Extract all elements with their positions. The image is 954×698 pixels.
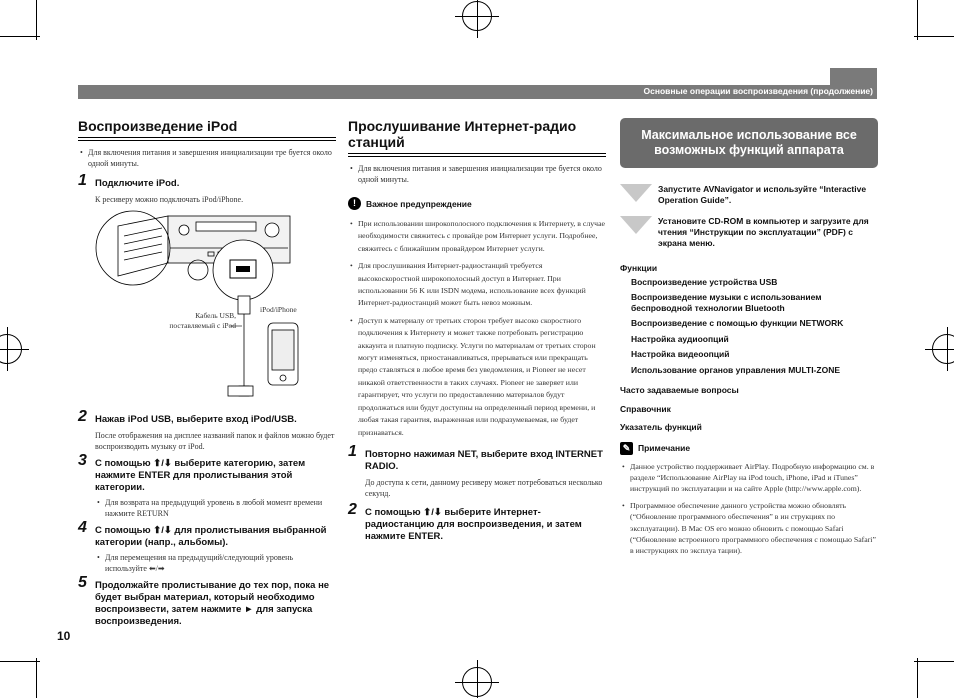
ipod-connection-illustration bbox=[78, 208, 336, 408]
internet-radio-intro: • Для включения питания и завершения инициализации тре буется около одной минуты. bbox=[348, 163, 606, 185]
warning-item: • Доступ к материалу от третьих сторон требует высоко скоростного подключения к Интернету и может также потребовать регистрацию аккаунта и платную подписку. Услуги по материалам от третьих сторон могут изменяться, приостанавливаться, прерываться или прекращать предо ставляться в любое время без уведомления, и Pioneer не несет никакой ответственности в таких случаях. Pioneer не заверяет или гарантирует, что услуги по предоставлению материалов будут продолжаться или будут доступны на определенный период времени, и любая такая гарантия, выраженная или подразумеваемая, не будет признаваться. bbox=[348, 315, 606, 439]
warning-list bbox=[348, 218, 606, 439]
crop-mark bbox=[917, 658, 918, 698]
step-number: 3 bbox=[78, 452, 87, 469]
registration-mark bbox=[462, 1, 492, 31]
warning-title: Важное предупреждение bbox=[366, 198, 472, 209]
step-number: 2 bbox=[348, 500, 357, 518]
function-item: Воспроизведение музыки с использованием беспроводной технологии Bluetooth bbox=[631, 292, 822, 313]
header-tab bbox=[830, 68, 877, 85]
functions-section bbox=[620, 118, 878, 557]
internet-radio-title: Прослушивание Интернет-радио станций bbox=[348, 118, 606, 154]
ipod-section-title: Воспроизведение iPod bbox=[78, 118, 336, 138]
internet-radio-step-2 bbox=[348, 500, 606, 543]
crop-mark bbox=[0, 661, 40, 662]
function-item: Использование органов управления MULTI-ZONE bbox=[631, 364, 841, 375]
step-text: К ресиверу можно подключать iPod/iPhone. bbox=[95, 195, 244, 204]
header-bar bbox=[78, 85, 877, 99]
triangle-icon bbox=[620, 216, 652, 234]
guide-text: Установите CD-ROM в компьютер и загрузите для чтения “Инструкции по эксплуатации” (PDF) с экрана меню. bbox=[658, 216, 869, 248]
functions-list bbox=[620, 263, 878, 433]
crop-mark bbox=[36, 0, 37, 40]
guide-step-2 bbox=[620, 216, 878, 249]
step-bullet: • Для возврата на предыдущий уровень в любой момент времени нажмите RETURN bbox=[95, 497, 336, 519]
crop-mark bbox=[36, 658, 37, 698]
warning-item: • Для прослушивания Интернет-радиостанций требуется высокоскоростной широкополосный доступ в Интернет. При использовании 56 K или ISDN модема, использование всех функций Интернет-радиостанций может быть невоз можным. bbox=[348, 260, 606, 310]
note-heading bbox=[620, 442, 878, 455]
note-item: • Данное устройство поддерживает AirPlay. Подробную информацию см. в разделе “Использование AirPlay на iPod touch, iPhone, iPad и iTunes” инструкций по эксплуатации и на сайте Apple (http://www.apple.com). bbox=[620, 461, 878, 495]
step-number: 5 bbox=[78, 574, 87, 591]
header-text: Основные операции воспроизведения (продолжение) bbox=[643, 86, 873, 96]
page-number: 10 bbox=[57, 629, 71, 643]
step-title: Подключите iPod. bbox=[95, 178, 180, 189]
guide-text: Запустите AVNavigator и используйте “Interactive Operation Guide”. bbox=[658, 184, 867, 205]
warning-item: • При использовании широкополосного подключения к Интернету, в случае необходимости свяжитесь с провайде ром Интернет услуги. Подробнее, свяжитесь с ближайшим провайдером Интернет услуги. bbox=[348, 218, 606, 255]
registration-mark bbox=[0, 334, 22, 364]
ipod-dock bbox=[228, 386, 253, 396]
registration-mark bbox=[462, 667, 492, 697]
usb-cable bbox=[238, 296, 250, 396]
step-title: Нажав iPod USB, выберите вход iPod/USB. bbox=[95, 414, 297, 425]
faq-item: Часто задаваемые вопросы bbox=[620, 385, 739, 395]
function-item: Воспроизведение устройства USB bbox=[631, 276, 778, 287]
ipod-step-5 bbox=[78, 574, 336, 628]
warning-heading bbox=[348, 197, 606, 210]
step-title: С помощью ⬆/⬇ выберите Интернет-радиостанцию для воспроизведения, и затем нажмите ENTER. bbox=[365, 506, 582, 542]
step-title: С помощью ⬆/⬇ выберите категорию, затем нажмите ENTER для пролистывания этой категории. bbox=[95, 458, 306, 493]
functions-label: Функции bbox=[620, 263, 658, 273]
guide-step-1 bbox=[620, 184, 878, 206]
crop-mark bbox=[914, 661, 954, 662]
functions-box-title: Максимальное использование все возможных функций аппарата bbox=[620, 118, 878, 168]
ipod-device bbox=[268, 323, 298, 385]
internet-radio-section bbox=[348, 118, 606, 543]
index-item: Указатель функций bbox=[620, 422, 702, 432]
note-item: • Программное обеспечение данного устройства можно обновлять (“Обновление программного обеспечения” в ин струкциях по эксплуатации). В Mac OS его можно обновить с помощью Safari (“Обновление встроенного программного обеспечения с помощью Safari” в инструкциях по эксплуа тации). bbox=[620, 500, 878, 557]
ipod-intro: • Для включения питания и завершения инициализации тре буется около одной минуты. bbox=[78, 147, 336, 169]
step-text: После отображения на дисплее названий папок и файлов можно будет воспроизводить музыку от iPod. bbox=[95, 431, 335, 451]
crop-mark bbox=[914, 36, 954, 37]
triangle-icon bbox=[620, 184, 652, 202]
ipod-step-1 bbox=[78, 172, 336, 190]
warning-icon: ! bbox=[348, 197, 361, 210]
internet-radio-step-1 bbox=[348, 442, 606, 473]
step-number: 4 bbox=[78, 519, 87, 536]
receiver-diagram bbox=[78, 208, 336, 408]
step-number: 1 bbox=[348, 442, 357, 460]
step-title: Повторно нажимая NET, выберите вход INTERNET RADIO. bbox=[365, 448, 603, 472]
note-list bbox=[620, 461, 878, 557]
ipod-step-4 bbox=[78, 519, 336, 549]
cable-label: Кабель USB, поставляемый с iPod bbox=[169, 311, 236, 330]
ipod-step-2 bbox=[78, 408, 336, 426]
note-title: Примечание bbox=[638, 443, 691, 453]
pencil-icon: ✎ bbox=[620, 442, 633, 455]
ipod-label: iPod/iPhone bbox=[260, 305, 297, 314]
step-title: Продолжайте пролистывание до тех пор, пока не будет выбран материал, который необходимо воспроизвести, затем нажмите ► для запуска воспроизведения. bbox=[95, 580, 330, 627]
function-item: Воспроизведение с помощью функции NETWORK bbox=[631, 318, 844, 328]
function-item: Настройка аудиоопций bbox=[631, 333, 729, 344]
step-title: С помощью ⬆/⬇ для пролистывания выбранной категории (напр., альбомы). bbox=[95, 525, 327, 548]
step-number: 2 bbox=[78, 408, 87, 425]
crop-mark bbox=[0, 36, 40, 37]
function-item: Настройка видеоопций bbox=[631, 349, 730, 359]
registration-mark bbox=[932, 334, 954, 364]
ipod-section bbox=[78, 118, 336, 628]
reference-item: Справочник bbox=[620, 403, 671, 414]
crop-mark bbox=[917, 0, 918, 40]
step-number: 1 bbox=[78, 172, 87, 189]
ipod-step-3 bbox=[78, 452, 336, 494]
step-text: До доступа к сети, данному ресиверу может потребоваться несколько секунд. bbox=[365, 477, 603, 498]
step-bullet: • Для перемещения на предыдущий/следующий уровень используйте ⬅/➡ bbox=[95, 552, 336, 574]
